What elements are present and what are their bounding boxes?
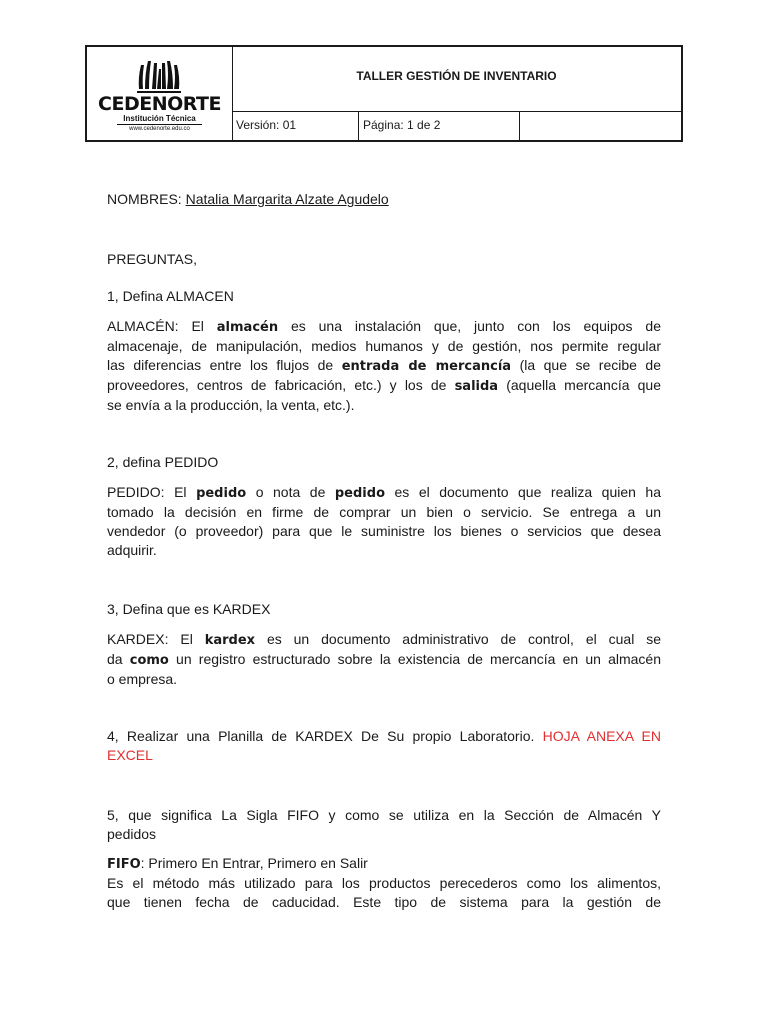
logo-name: CEDENORTE [98, 93, 221, 115]
version-cell: Versión: 01 [232, 111, 359, 140]
answer-5-line: Es el método más utilizado para los productos perecederos como los alimentos, [107, 875, 661, 891]
names-label: NOMBRES: [107, 191, 186, 207]
annex-note-end: EXCEL [107, 747, 153, 763]
answer-2-line: tomado la decisión en firme de comprar un bien o servicio. Se entrega a un [107, 504, 661, 520]
student-name: Natalia Margarita Alzate Agudelo [185, 191, 389, 207]
question-5-line: pedidos [107, 826, 157, 842]
answer-2 [107, 483, 661, 560]
fifo-definition: FIFO: Primero En Entrar, Primero en Salir [107, 855, 368, 872]
names-line [107, 190, 661, 209]
answer-3-line: KARDEX: El kardex es un documento administrativo de control, el cual se [107, 631, 661, 648]
answer-2-line: PEDIDO: El pedido o nota de pedido es el documento que realiza quien ha [107, 484, 662, 501]
empty-cell [520, 111, 681, 140]
question-3: 3, Defina que es KARDEX [107, 601, 271, 617]
answer-1-line: ALMACÉN: El almacén es una instalación que, junto con los equipos de [107, 318, 661, 335]
logo-url: www.cedenorte.edu.co [129, 126, 190, 132]
question-5 [107, 806, 661, 844]
answer-1-line: almacenaje, de manipulación, medios humanos y de gestión, nos permite regular [107, 338, 661, 354]
question-5-line: 5, que significa La Sigla FIFO y como se utiliza en la Sección de Almacén Y [107, 807, 661, 823]
answer-5-line: que tienen fecha de caducidad. Este tipo de sistema para la gestión de [107, 894, 661, 910]
answer-1-line: las diferencias entre los flujos de entrada de mercancía (la que se recibe de [107, 357, 661, 374]
cedenorte-logo-icon [135, 59, 183, 93]
question-1: 1, Defina ALMACEN [107, 288, 234, 304]
answer-2-line: vendedor (o proveedor) para que le suministre los bienes o servicios que desea [107, 523, 661, 539]
document-title: TALLER GESTIÓN DE INVENTARIO [232, 47, 681, 112]
question-2: 2, defina PEDIDO [107, 454, 219, 470]
question-4-line: 4, Realizar una Planilla de KARDEX De Su propio Laboratorio. HOJA ANEXA EN [107, 728, 661, 744]
answer-1-line: se envía a la producción, la venta, etc.). [107, 397, 355, 413]
answer-1-line: proveedores, centros de fabricación, etc.) y los de salida (aquella mercancía que [107, 377, 662, 394]
question-4 [107, 727, 661, 765]
answer-1 [107, 317, 661, 415]
answer-3-line: da como un registro estructurado sobre la existencia de mercancía en un almacén [107, 651, 661, 668]
annex-note: HOJA ANEXA EN [542, 728, 661, 744]
questions-heading: PREGUNTAS, [107, 251, 197, 267]
logo-divider [117, 124, 202, 125]
document-header-table [85, 45, 683, 142]
logo-subtitle: Institución Técnica [123, 114, 196, 123]
logo-cell [87, 47, 233, 140]
answer-5 [107, 854, 661, 912]
page-cell: Página: 1 de 2 [359, 111, 520, 140]
answer-2-line: adquirir. [107, 542, 157, 558]
answer-3-line: o empresa. [107, 671, 178, 687]
answer-3 [107, 630, 661, 689]
